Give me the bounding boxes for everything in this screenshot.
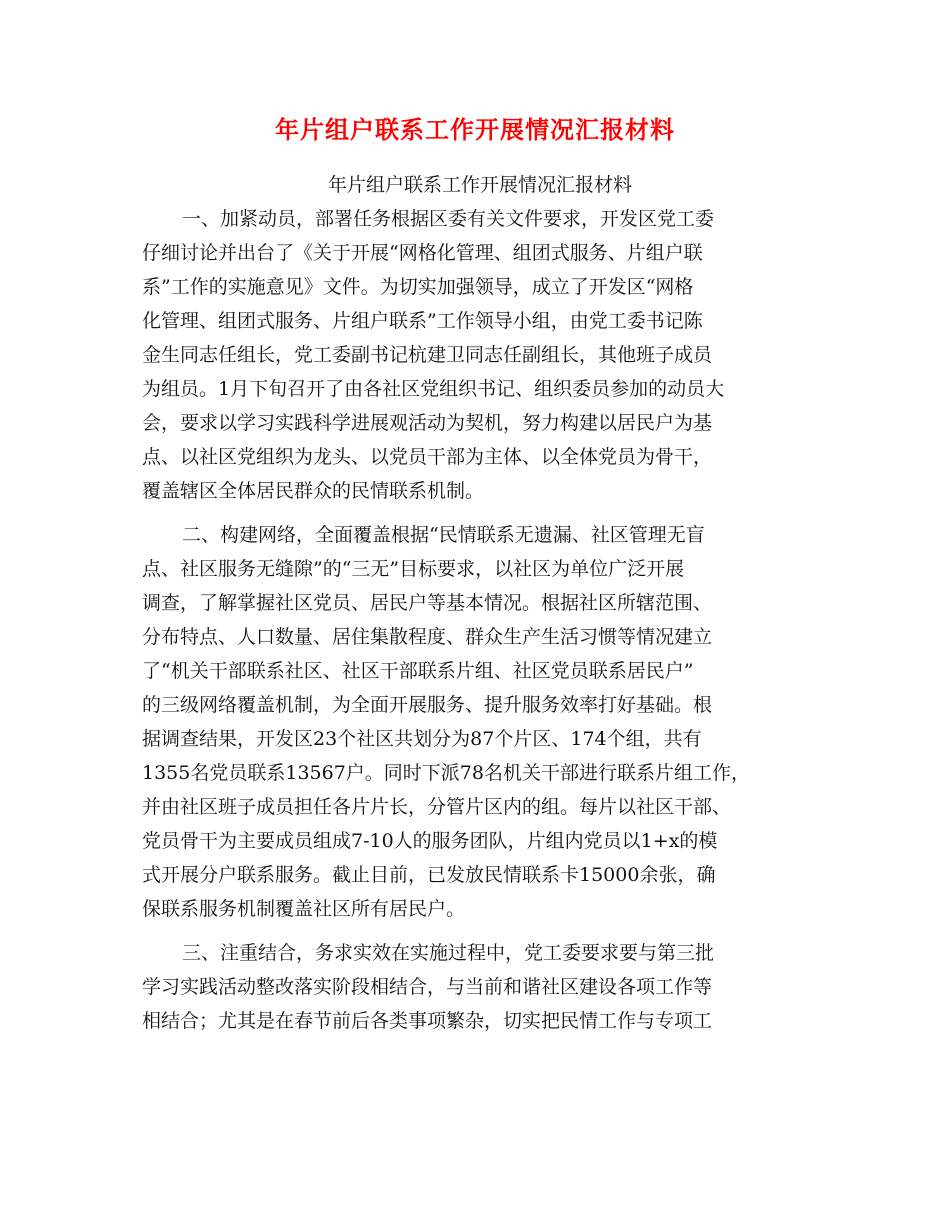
paragraph-line: 学习实践活动整改落实阶段相结合，与当前和谐社区建设各项工作等 — [142, 976, 713, 998]
document-body — [142, 168, 810, 1038]
paragraph-1 — [142, 202, 810, 508]
paragraph-line: 化管理、组团式服务、片组户联系”工作领导小组，由党工委书记陈 — [142, 310, 703, 332]
paragraph-2 — [142, 518, 810, 926]
paragraph-line: 为组员。1月下旬召开了由各社区党组织书记、组织委员参加的动员大 — [142, 378, 725, 400]
paragraph-line: 调查，了解掌握社区党员、居民户等基本情况。根据社区所辖范围、 — [142, 592, 713, 614]
paragraph-line: 会，要求以学习实践科学进展观活动为契机，努力构建以居民户为基 — [142, 412, 713, 434]
paragraph-line: 一、加紧动员，部署任务根据区委有关文件要求，开发区党工委 — [182, 208, 715, 230]
paragraph-line: 分布特点、人口数量、居住集散程度、群众生产生活习惯等情况建立 — [142, 626, 713, 648]
paragraph-line: 保联系服务机制覆盖社区所有居民户。 — [142, 898, 466, 920]
paragraph-line: 了“机关干部联系社区、社区干部联系片组、社区党员联系居民户” — [142, 660, 694, 682]
paragraph-line: 的三级网络覆盖机制，为全面开展服务、提升服务效率打好基础。根 — [142, 694, 713, 716]
paragraph-line: 二、构建网络，全面覆盖根据“民情联系无遗漏、社区管理无盲 — [182, 524, 705, 546]
paragraph-line: 三、注重结合，务求实效在实施过程中，党工委要求要与第三批 — [182, 942, 715, 964]
paragraph-3 — [142, 936, 810, 1038]
paragraph-line: 仔细讨论并出台了《关于开展“网格化管理、组团式服务、片组户联 — [142, 242, 703, 264]
paragraph-line: 点、以社区党组织为龙头、以党员干部为主体、以全体党员为骨干， — [142, 446, 713, 468]
paragraph-line: 金生同志任组长，党工委副书记杭建卫同志任副组长，其他班子成员 — [142, 344, 713, 366]
paragraph-line: 党员骨干为主要成员组成7-10人的服务团队，片组内党员以1+x的模 — [142, 830, 718, 852]
document-subtitle: 年片组户联系工作开展情况汇报材料 — [327, 174, 632, 196]
paragraph-line: 据调查结果，开发区23个社区共划分为87个片区、174个组，共有 — [142, 728, 702, 750]
paragraph-line: 并由社区班子成员担任各片片长，分管片区内的组。每片以社区干部、 — [142, 796, 732, 818]
paragraph-line: 1355名党员联系13567户。同时下派78名机关干部进行联系片组工作， — [142, 762, 750, 784]
paragraph-line: 系”工作的实施意见》文件。为切实加强领导，成立了开发区“网格 — [142, 276, 694, 298]
document-title: 年片组户联系工作开展情况汇报材料 — [275, 115, 675, 144]
paragraph-line: 点、社区服务无缝隙”的“三无”目标要求，以社区为单位广泛开展 — [142, 558, 685, 580]
paragraph-line: 式开展分户联系服务。截止目前，已发放民情联系卡15000余张，确 — [142, 864, 716, 886]
paragraph-line: 覆盖辖区全体居民群众的民情联系机制。 — [142, 480, 485, 502]
paragraph-line: 相结合；尤其是在春节前后各类事项繁杂，切实把民情工作与专项工 — [142, 1010, 713, 1032]
